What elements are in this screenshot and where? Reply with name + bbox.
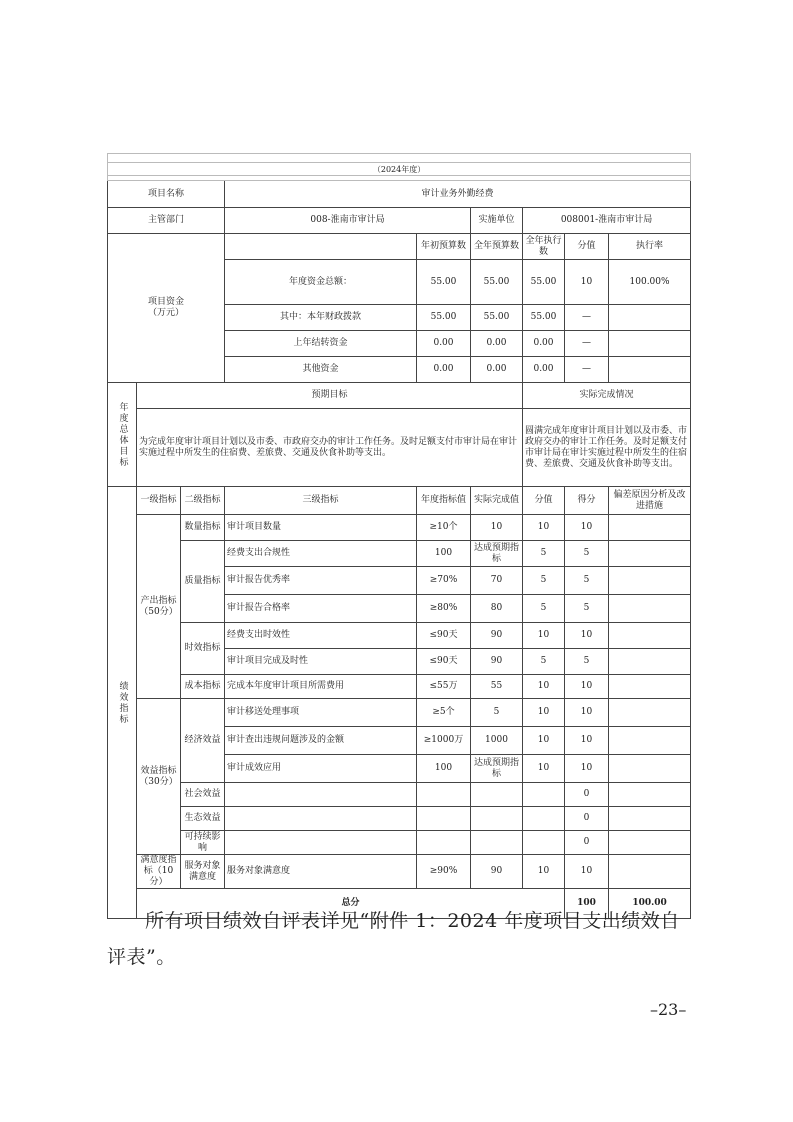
l2-cost: 成本指标 bbox=[181, 675, 225, 699]
page-number: –23– bbox=[650, 1000, 687, 1019]
perf-label bbox=[108, 487, 137, 919]
indicator-target: ≥70% bbox=[417, 567, 471, 595]
l2-social: 社会效益 bbox=[181, 783, 225, 807]
indicator-deviation bbox=[609, 515, 691, 541]
funds-cell: 0.00 bbox=[523, 331, 565, 357]
indicator-score: 10 bbox=[523, 515, 565, 541]
indicator-target: ≥10个 bbox=[417, 515, 471, 541]
perf-header-target: 年度指标值 bbox=[417, 487, 471, 515]
l2-quantity: 数量指标 bbox=[181, 515, 225, 541]
funds-row-label: 上年结转资金 bbox=[225, 331, 417, 357]
actual-goal-label: 实际完成情况 bbox=[523, 383, 691, 409]
indicator-name: 审计报告合格率 bbox=[225, 595, 417, 623]
dept-label: 主管部门 bbox=[108, 208, 225, 234]
indicator-name: 服务对象满意度 bbox=[225, 855, 417, 889]
funds-cell: 55.00 bbox=[471, 305, 523, 331]
indicator-got: 10 bbox=[565, 675, 609, 699]
indicator-got: 5 bbox=[565, 541, 609, 567]
indicator-actual bbox=[471, 783, 523, 807]
expected-goal-text: 为完成年度审计项目计划以及市委、市政府交办的审计工作任务。及时足额支付市审计局在审计实施过程中所发生的住宿费、差旅费、交通及伙食补助等支出。 bbox=[137, 409, 523, 487]
funds-header-2: 全年执行数 bbox=[523, 234, 565, 260]
indicator-score: 5 bbox=[523, 649, 565, 675]
indicator-target: ≤55万 bbox=[417, 675, 471, 699]
indicator-score: 5 bbox=[523, 595, 565, 623]
indicator-actual: 达成预期指标 bbox=[471, 541, 523, 567]
funds-label: 项目资金 （万元） bbox=[108, 234, 225, 383]
indicator-target: 100 bbox=[417, 541, 471, 567]
goals-label bbox=[108, 383, 137, 487]
funds-cell: 100.00% bbox=[609, 260, 691, 305]
unit-value: 008001-淮南市审计局 bbox=[523, 208, 691, 234]
funds-cell bbox=[609, 331, 691, 357]
indicator-target: ≥1000万 bbox=[417, 727, 471, 755]
l1-satisfaction: 满意度指标（10分） bbox=[137, 855, 181, 889]
indicator-actual: 1000 bbox=[471, 727, 523, 755]
total-got: 100.00 bbox=[609, 889, 691, 919]
indicator-name bbox=[225, 807, 417, 831]
indicator-actual: 90 bbox=[471, 855, 523, 889]
indicator-deviation bbox=[609, 727, 691, 755]
total-score: 100 bbox=[565, 889, 609, 919]
indicator-deviation bbox=[609, 855, 691, 889]
indicator-actual: 90 bbox=[471, 649, 523, 675]
indicator-actual bbox=[471, 831, 523, 855]
l2-sustainable: 可持续影响 bbox=[181, 831, 225, 855]
indicator-score bbox=[523, 783, 565, 807]
indicator-deviation bbox=[609, 623, 691, 649]
indicator-actual bbox=[471, 807, 523, 831]
indicator-name: 完成本年度审计项目所需费用 bbox=[225, 675, 417, 699]
indicator-name bbox=[225, 831, 417, 855]
funds-cell: — bbox=[565, 305, 609, 331]
indicator-name: 审计项目完成及时性 bbox=[225, 649, 417, 675]
l1-effect: 效益指标 （30分） bbox=[137, 699, 181, 855]
funds-cell: 0.00 bbox=[523, 357, 565, 383]
indicator-deviation bbox=[609, 595, 691, 623]
performance-table-sheet bbox=[107, 153, 690, 908]
indicator-name: 经费支出合规性 bbox=[225, 541, 417, 567]
indicator-actual: 90 bbox=[471, 623, 523, 649]
indicator-got: 0 bbox=[565, 807, 609, 831]
indicator-got: 5 bbox=[565, 595, 609, 623]
indicator-name: 审计报告优秀率 bbox=[225, 567, 417, 595]
indicator-score: 5 bbox=[523, 541, 565, 567]
indicator-actual: 达成预期指标 bbox=[471, 755, 523, 783]
l2-timeliness: 时效指标 bbox=[181, 623, 225, 675]
total-label: 总分 bbox=[137, 889, 565, 919]
l2-economic: 经济效益 bbox=[181, 699, 225, 783]
funds-header-4: 执行率 bbox=[609, 234, 691, 260]
project-name-value: 审计业务外勤经费 bbox=[225, 181, 691, 208]
project-name-label: 项目名称 bbox=[108, 181, 225, 208]
funds-cell: 0.00 bbox=[471, 357, 523, 383]
l2-quality: 质量指标 bbox=[181, 541, 225, 623]
indicator-deviation bbox=[609, 699, 691, 727]
indicator-target: 100 bbox=[417, 755, 471, 783]
indicator-actual: 55 bbox=[471, 675, 523, 699]
indicator-target: ≥90% bbox=[417, 855, 471, 889]
funds-cell: 0.00 bbox=[471, 331, 523, 357]
funds-cell bbox=[609, 357, 691, 383]
funds-cell: 55.00 bbox=[417, 305, 471, 331]
indicator-got: 5 bbox=[565, 567, 609, 595]
indicator-name: 经费支出时效性 bbox=[225, 623, 417, 649]
perf-header-l1: 一级指标 bbox=[137, 487, 181, 515]
funds-row-label: 其他资金 bbox=[225, 357, 417, 383]
indicator-score bbox=[523, 831, 565, 855]
expected-goal-label: 预期目标 bbox=[137, 383, 523, 409]
funds-cell: 55.00 bbox=[471, 260, 523, 305]
indicator-got: 0 bbox=[565, 783, 609, 807]
indicator-target: ≤90天 bbox=[417, 649, 471, 675]
indicator-got: 0 bbox=[565, 831, 609, 855]
indicator-score: 10 bbox=[523, 675, 565, 699]
funds-header-0: 年初预算数 bbox=[417, 234, 471, 260]
funds-cell: — bbox=[565, 357, 609, 383]
indicator-deviation bbox=[609, 755, 691, 783]
indicator-name bbox=[225, 783, 417, 807]
indicator-target bbox=[417, 807, 471, 831]
indicator-name: 审计移送处理事项 bbox=[225, 699, 417, 727]
indicator-name: 审计项目数量 bbox=[225, 515, 417, 541]
indicator-target: ≤90天 bbox=[417, 623, 471, 649]
indicator-deviation bbox=[609, 807, 691, 831]
indicator-got: 10 bbox=[565, 515, 609, 541]
indicator-name: 审计查出违规问题涉及的金额 bbox=[225, 727, 417, 755]
perf-header-actual: 实际完成值 bbox=[471, 487, 523, 515]
funds-header-3: 分值 bbox=[565, 234, 609, 260]
performance-self-evaluation-table bbox=[107, 153, 691, 919]
funds-cell: 55.00 bbox=[523, 260, 565, 305]
indicator-score: 10 bbox=[523, 623, 565, 649]
funds-cell: 55.00 bbox=[523, 305, 565, 331]
funds-cell: 55.00 bbox=[417, 260, 471, 305]
indicator-got: 10 bbox=[565, 623, 609, 649]
indicator-score: 5 bbox=[523, 567, 565, 595]
actual-goal-text: 圆满完成年度审计项目计划以及市委、市政府交办的审计工作任务。及时足额支付市审计局在审计实施过程中所发生的住宿费、差旅费、交通及伙食补助等支出。 bbox=[523, 409, 691, 487]
indicator-target bbox=[417, 831, 471, 855]
indicator-got: 5 bbox=[565, 649, 609, 675]
indicator-score: 10 bbox=[523, 855, 565, 889]
perf-header-got: 得分 bbox=[565, 487, 609, 515]
unit-label: 实施单位 bbox=[471, 208, 523, 234]
dept-value: 008-淮南市审计局 bbox=[225, 208, 471, 234]
indicator-deviation bbox=[609, 567, 691, 595]
funds-row-label: 年度资金总额： bbox=[225, 260, 417, 305]
indicator-deviation bbox=[609, 649, 691, 675]
indicator-score: 10 bbox=[523, 727, 565, 755]
perf-header-l2: 二级指标 bbox=[181, 487, 225, 515]
funds-cell: 0.00 bbox=[417, 357, 471, 383]
funds-header-1: 全年预算数 bbox=[471, 234, 523, 260]
perf-label-text: 绩效指标 bbox=[117, 680, 128, 725]
indicator-deviation bbox=[609, 541, 691, 567]
indicator-got: 10 bbox=[565, 755, 609, 783]
indicator-name: 审计成效应用 bbox=[225, 755, 417, 783]
goals-label-text: 年度总体目标 bbox=[117, 401, 128, 468]
perf-header-l3: 三级指标 bbox=[225, 487, 417, 515]
indicator-score: 10 bbox=[523, 699, 565, 727]
indicator-target: ≥80% bbox=[417, 595, 471, 623]
indicator-deviation bbox=[609, 783, 691, 807]
indicator-actual: 10 bbox=[471, 515, 523, 541]
indicator-got: 10 bbox=[565, 699, 609, 727]
indicator-actual: 5 bbox=[471, 699, 523, 727]
indicator-score bbox=[523, 807, 565, 831]
table-caption: （2024年度） bbox=[108, 163, 691, 176]
funds-cell: 0.00 bbox=[417, 331, 471, 357]
funds-cell: 10 bbox=[565, 260, 609, 305]
indicator-target bbox=[417, 783, 471, 807]
perf-header-score: 分值 bbox=[523, 487, 565, 515]
perf-header-deviation: 偏差原因分析及改进措施 bbox=[609, 487, 691, 515]
funds-cell bbox=[609, 305, 691, 331]
funds-cell: — bbox=[565, 331, 609, 357]
l1-output: 产出指标 （50分） bbox=[137, 515, 181, 699]
indicator-target: ≥5个 bbox=[417, 699, 471, 727]
indicator-got: 10 bbox=[565, 727, 609, 755]
indicator-actual: 70 bbox=[471, 567, 523, 595]
indicator-actual: 80 bbox=[471, 595, 523, 623]
l2-service: 服务对象满意度 bbox=[181, 855, 225, 889]
indicator-score: 10 bbox=[523, 755, 565, 783]
indicator-got: 10 bbox=[565, 855, 609, 889]
body-paragraph: 所有项目绩效自评表详见“附件 1：2024 年度项目支出绩效自评表”。 bbox=[107, 910, 680, 968]
funds-row-label: 其中：本年财政拨款 bbox=[225, 305, 417, 331]
indicator-deviation bbox=[609, 831, 691, 855]
indicator-deviation bbox=[609, 675, 691, 699]
l2-ecological: 生态效益 bbox=[181, 807, 225, 831]
